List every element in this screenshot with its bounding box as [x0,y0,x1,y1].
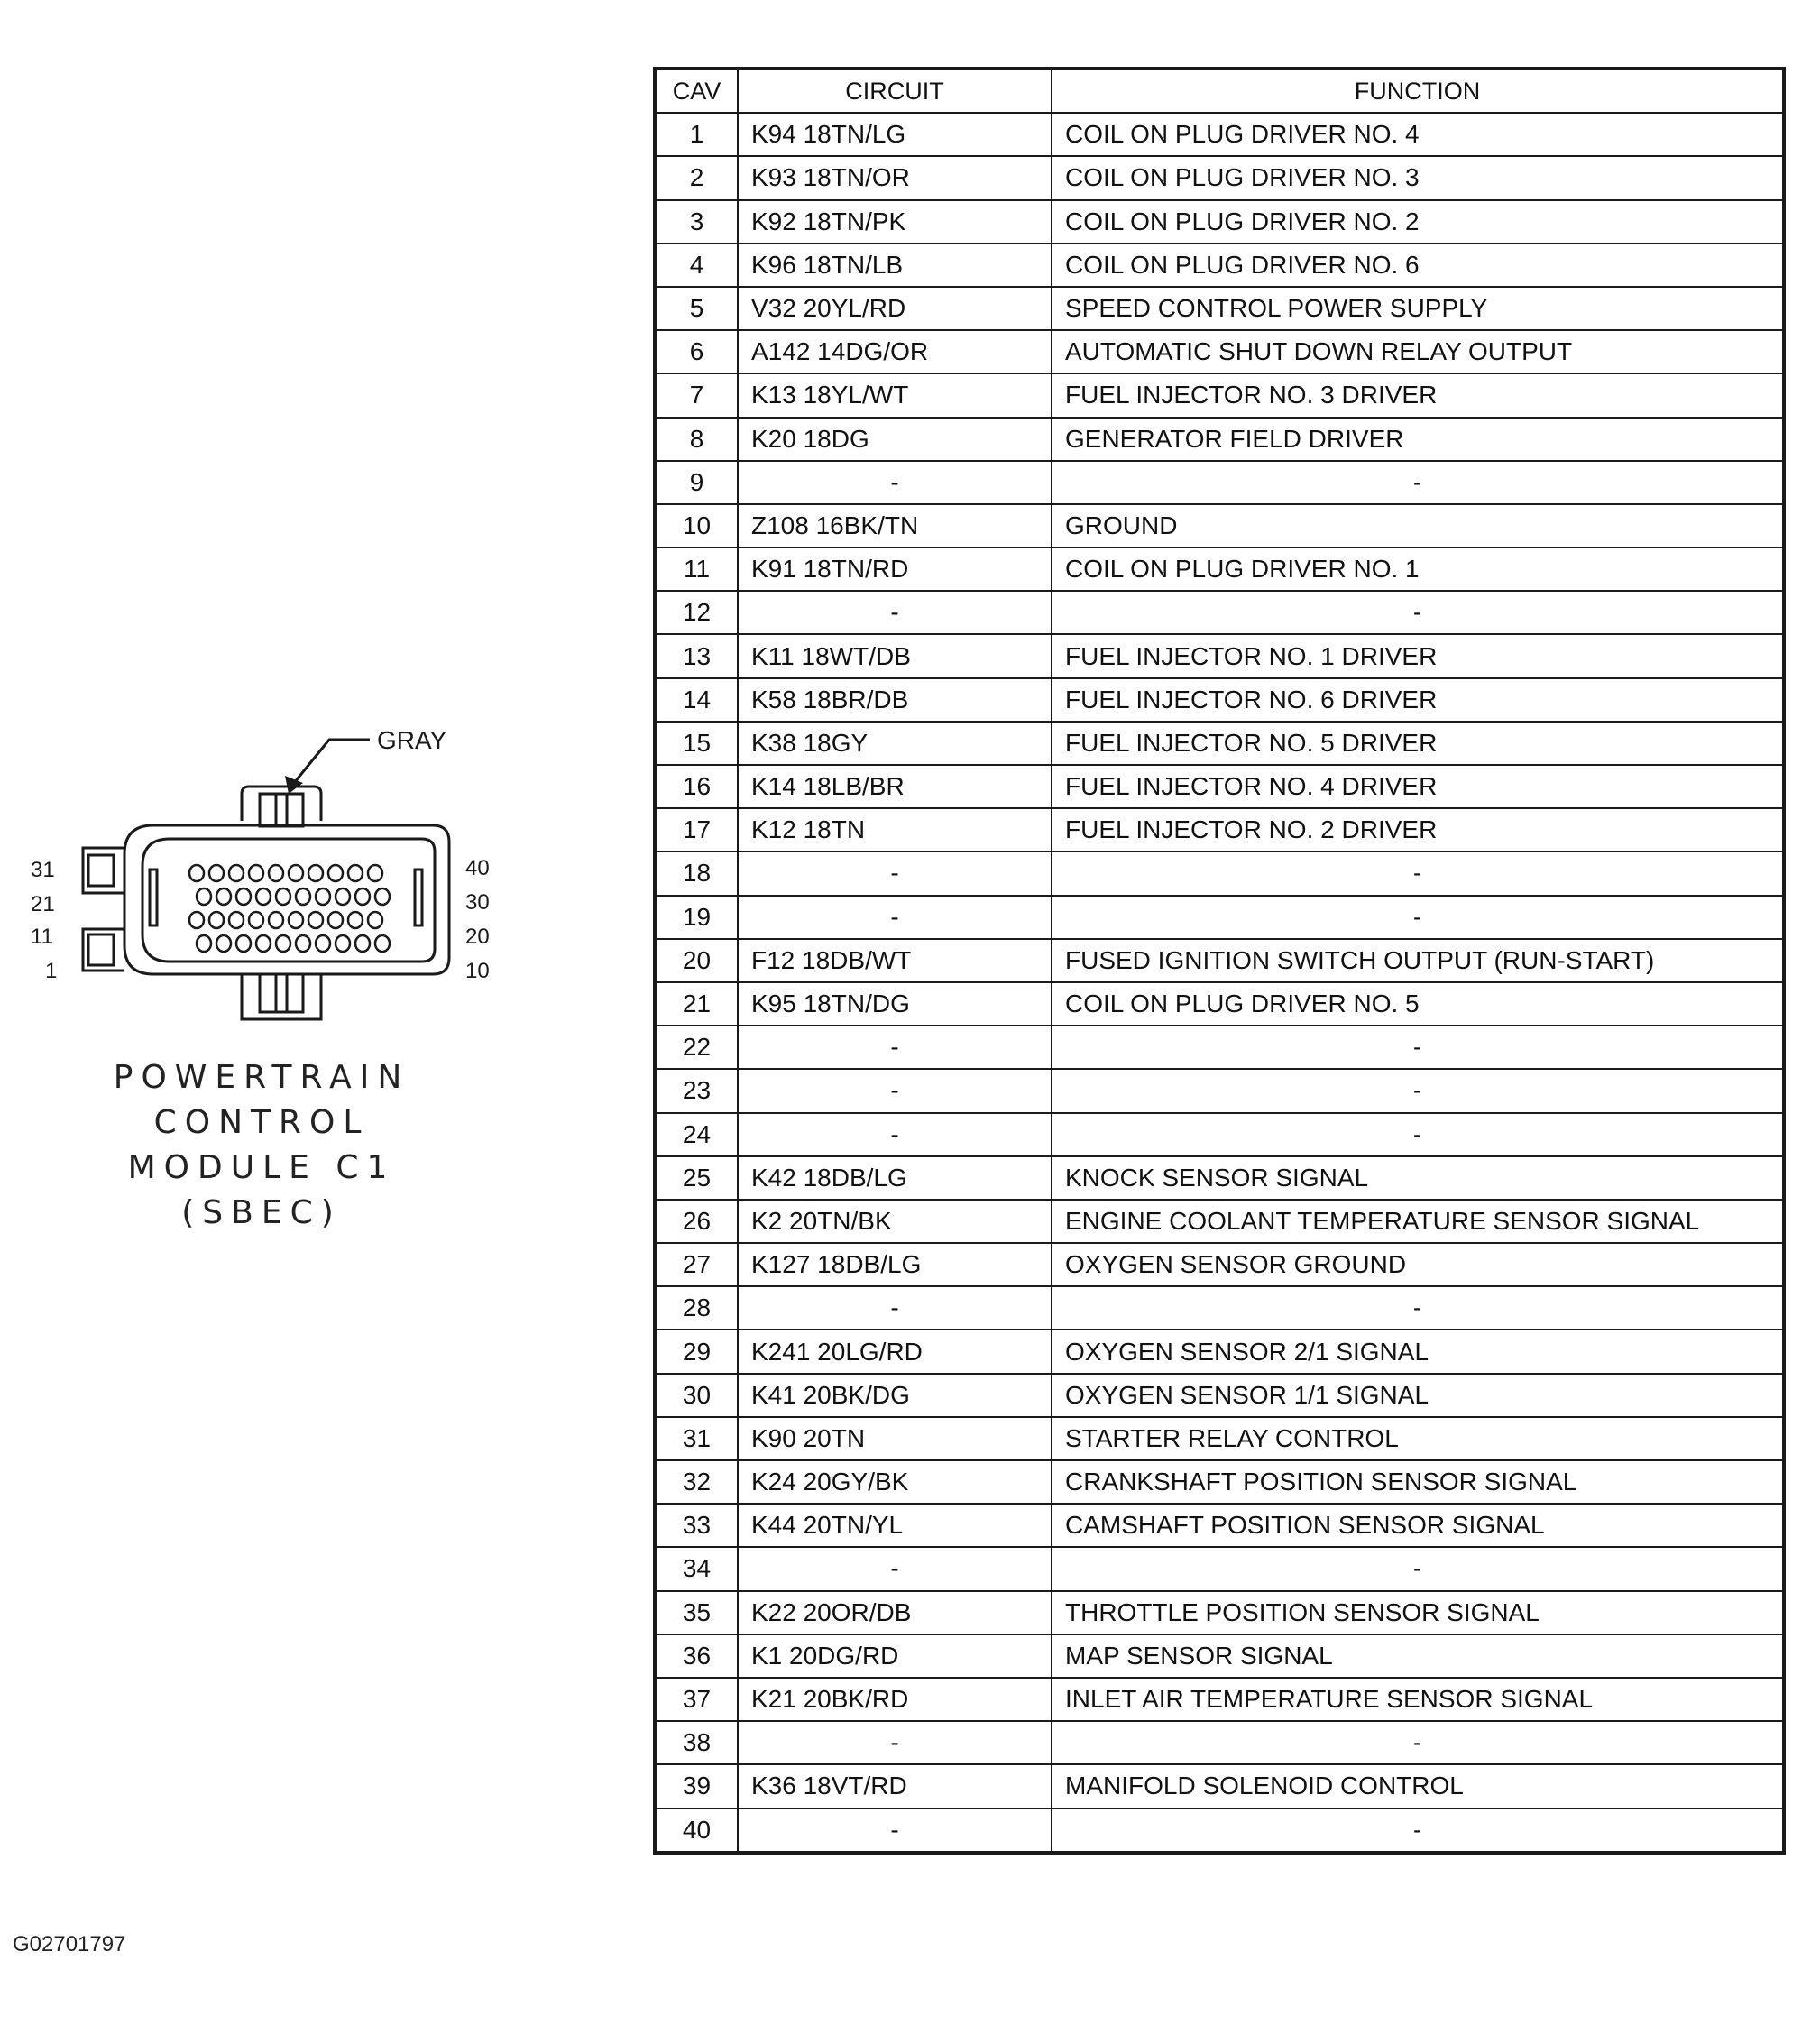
cell-circuit: - [738,1069,1052,1112]
table-row [655,548,1784,591]
pin-hole [328,912,343,928]
cell-function: GENERATOR FIELD DRIVER [1052,418,1784,461]
cell-circuit: F12 18DB/WT [738,939,1052,982]
table-row [655,1374,1784,1417]
cell-function: - [1052,1026,1784,1069]
cell-circuit: K14 18LB/BR [738,765,1052,808]
cell-cav: 26 [655,1200,738,1243]
cell-circuit: K13 18YL/WT [738,373,1052,417]
cell-circuit: K11 18WT/DB [738,634,1052,677]
pin-hole [276,935,290,952]
cell-cav: 1 [655,113,738,156]
cell-function: FUEL INJECTOR NO. 1 DRIVER [1052,634,1784,677]
cell-circuit: - [738,1286,1052,1330]
connector-diagram [18,704,523,1100]
cell-circuit: - [738,461,1052,504]
table-row [655,982,1784,1026]
pin-label-left-31: 31 [31,858,55,882]
pin-hole [269,865,283,881]
cell-function: FUEL INJECTOR NO. 5 DRIVER [1052,722,1784,765]
pin-hole [368,912,382,928]
cell-function: - [1052,1113,1784,1156]
cell-function: - [1052,1721,1784,1764]
pin-hole [216,935,231,952]
table-row [655,896,1784,939]
table-row [655,504,1784,548]
pin-hole [368,865,382,881]
table-row [655,244,1784,287]
pin-hole [236,888,251,905]
cell-function: FUEL INJECTOR NO. 3 DRIVER [1052,373,1784,417]
cell-cav: 8 [655,418,738,461]
pin-label-left-1: 1 [45,959,58,983]
cell-function: INLET AIR TEMPERATURE SENSOR SIGNAL [1052,1678,1784,1721]
table-row [655,591,1784,634]
header-cav: CAV [655,69,738,113]
table-row [655,1547,1784,1590]
cell-cav: 18 [655,851,738,895]
cell-circuit: K93 18TN/OR [738,156,1052,199]
cell-function: FUEL INJECTOR NO. 2 DRIVER [1052,808,1784,851]
cell-function: MANIFOLD SOLENOID CONTROL [1052,1764,1784,1808]
table-row [655,1026,1784,1069]
cell-circuit: - [738,1721,1052,1764]
pin-hole [229,912,244,928]
connector-caption [54,1055,469,1236]
cell-cav: 4 [655,244,738,287]
cell-circuit: K38 18GY [738,722,1052,765]
cell-circuit: K20 18DG [738,418,1052,461]
table-row [655,1417,1784,1460]
cell-function: FUSED IGNITION SWITCH OUTPUT (RUN-START) [1052,939,1784,982]
cell-function: OXYGEN SENSOR GROUND [1052,1243,1784,1286]
pin-label-right-40: 40 [465,856,490,880]
cell-circuit: K21 20BK/RD [738,1678,1052,1721]
pin-hole [336,935,350,952]
cell-cav: 7 [655,373,738,417]
table-header-row [655,69,1784,113]
cell-circuit: - [738,1547,1052,1590]
cell-cav: 38 [655,1721,738,1764]
cell-cav: 12 [655,591,738,634]
cell-circuit: - [738,591,1052,634]
cell-cav: 24 [655,1113,738,1156]
cell-function: - [1052,1069,1784,1112]
table-row [655,1504,1784,1547]
gray-arrow [294,740,370,783]
pin-hole [308,865,323,881]
cell-cav: 17 [655,808,738,851]
pin-hole [375,888,390,905]
cell-function: - [1052,461,1784,504]
pin-hole [328,865,343,881]
cell-function: FUEL INJECTOR NO. 6 DRIVER [1052,678,1784,722]
cell-function: FUEL INJECTOR NO. 4 DRIVER [1052,765,1784,808]
cell-cav: 9 [655,461,738,504]
cell-cav: 33 [655,1504,738,1547]
cell-cav: 35 [655,1591,738,1634]
table-row [655,287,1784,330]
cell-cav: 39 [655,1764,738,1808]
cell-circuit: K42 18DB/LG [738,1156,1052,1200]
pin-hole [209,912,224,928]
table-row [655,461,1784,504]
cell-circuit: - [738,1809,1052,1853]
table-row [655,1243,1784,1286]
cell-function: - [1052,896,1784,939]
cell-function: OXYGEN SENSOR 2/1 SIGNAL [1052,1330,1784,1373]
cell-circuit: A142 14DG/OR [738,330,1052,373]
cell-cav: 5 [655,287,738,330]
cell-cav: 22 [655,1026,738,1069]
cell-function: GROUND [1052,504,1784,548]
pin-hole [256,888,271,905]
cell-circuit: K1 20DG/RD [738,1634,1052,1678]
pin-hole [375,935,390,952]
pin-hole [348,912,363,928]
pin-hole [229,865,244,881]
cell-function: CAMSHAFT POSITION SENSOR SIGNAL [1052,1504,1784,1547]
table-row [655,1156,1784,1200]
pin-label-left-21: 21 [31,892,55,916]
caption-line-3: MODULE C1 [127,1149,396,1186]
right-slot [415,870,422,925]
cell-circuit: K24 20GY/BK [738,1460,1052,1504]
table-row [655,330,1784,373]
cell-circuit: - [738,896,1052,939]
pin-table [653,67,1786,1855]
pin-hole [249,912,263,928]
cell-function: - [1052,591,1784,634]
table-row [655,722,1784,765]
pin-hole [189,912,204,928]
pin-hole [189,865,204,881]
cell-cav: 27 [655,1243,738,1286]
cell-function: COIL ON PLUG DRIVER NO. 1 [1052,548,1784,591]
cell-cav: 13 [655,634,738,677]
arrow-head [285,776,303,794]
cell-cav: 25 [655,1156,738,1200]
pin-label-right-30: 30 [465,890,490,915]
pin-hole [308,912,323,928]
pin-hole [216,888,231,905]
table-row [655,373,1784,417]
cell-function: KNOCK SENSOR SIGNAL [1052,1156,1784,1200]
cell-cav: 20 [655,939,738,982]
table-row [655,1678,1784,1721]
table-row [655,939,1784,982]
cell-function: COIL ON PLUG DRIVER NO. 4 [1052,113,1784,156]
cell-circuit: K2 20TN/BK [738,1200,1052,1243]
cell-function: SPEED CONTROL POWER SUPPLY [1052,287,1784,330]
cell-cav: 15 [655,722,738,765]
pin-hole [249,865,263,881]
cell-circuit: K127 18DB/LG [738,1243,1052,1286]
cell-function: - [1052,1547,1784,1590]
cell-circuit: K41 20BK/DG [738,1374,1052,1417]
cell-circuit: K92 18TN/PK [738,200,1052,244]
pin-hole [348,865,363,881]
pin-hole [336,888,350,905]
table-row [655,1764,1784,1808]
cell-function: COIL ON PLUG DRIVER NO. 5 [1052,982,1784,1026]
pin-grid [189,865,390,952]
cell-cav: 11 [655,548,738,591]
cell-function: THROTTLE POSITION SENSOR SIGNAL [1052,1591,1784,1634]
cell-function: - [1052,851,1784,895]
cell-function: - [1052,1286,1784,1330]
figure-code: G02701797 [13,1932,126,1956]
pin-hole [209,865,224,881]
pin-hole [236,935,251,952]
pin-hole [276,888,290,905]
cell-circuit: - [738,851,1052,895]
caption-line-4: (SBEC) [181,1194,342,1231]
table-row [655,200,1784,244]
caption-line-2: CONTROL [153,1104,370,1141]
cell-circuit: - [738,1026,1052,1069]
table-row [655,113,1784,156]
cell-function: AUTOMATIC SHUT DOWN RELAY OUTPUT [1052,330,1784,373]
table-row [655,1721,1784,1764]
pin-hole [289,865,303,881]
cell-function: - [1052,1809,1784,1853]
cell-circuit: Z108 16BK/TN [738,504,1052,548]
cell-circuit: K12 18TN [738,808,1052,851]
pin-hole [316,935,330,952]
cell-cav: 37 [655,1678,738,1721]
table-row [655,1113,1784,1156]
cell-function: ENGINE COOLANT TEMPERATURE SENSOR SIGNAL [1052,1200,1784,1243]
cell-function: COIL ON PLUG DRIVER NO. 6 [1052,244,1784,287]
pin-label-right-10: 10 [465,959,490,983]
table-row [655,418,1784,461]
pin-hole [197,935,211,952]
header-circuit: CIRCUIT [738,69,1052,113]
pin-hole [256,935,271,952]
table-row [655,1330,1784,1373]
pin-hole [289,912,303,928]
table-row [655,634,1784,677]
cell-cav: 16 [655,765,738,808]
pin-hole [269,912,283,928]
top-latch-window [260,794,303,826]
pin-hole [355,888,370,905]
pin-label-right-20: 20 [465,925,490,949]
cell-function: COIL ON PLUG DRIVER NO. 3 [1052,156,1784,199]
left-slot [150,870,157,925]
cell-cav: 36 [655,1634,738,1678]
connector-color-label: GRAY [377,726,447,754]
pin-hole [316,888,330,905]
cell-cav: 40 [655,1809,738,1853]
cell-circuit: K241 20LG/RD [738,1330,1052,1373]
table-row [655,851,1784,895]
cell-circuit: K91 18TN/RD [738,548,1052,591]
cell-cav: 34 [655,1547,738,1590]
cell-cav: 21 [655,982,738,1026]
table-row [655,808,1784,851]
caption-line-1: POWERTRAIN [113,1059,410,1096]
cell-function: STARTER RELAY CONTROL [1052,1417,1784,1460]
cell-function: OXYGEN SENSOR 1/1 SIGNAL [1052,1374,1784,1417]
cell-cav: 23 [655,1069,738,1112]
table-row [655,765,1784,808]
table-row [655,1809,1784,1853]
cell-circuit: K22 20OR/DB [738,1591,1052,1634]
table-body [655,113,1784,1853]
cell-cav: 32 [655,1460,738,1504]
table-row [655,678,1784,722]
cell-function: MAP SENSOR SIGNAL [1052,1634,1784,1678]
cell-circuit: K44 20TN/YL [738,1504,1052,1547]
cell-circuit: V32 20YL/RD [738,287,1052,330]
cell-cav: 3 [655,200,738,244]
cell-circuit: K94 18TN/LG [738,113,1052,156]
top-latch [242,787,321,821]
pin-label-left-11: 11 [31,925,53,949]
cell-cav: 19 [655,896,738,939]
cell-cav: 29 [655,1330,738,1373]
cell-circuit: K58 18BR/DB [738,678,1052,722]
cell-cav: 6 [655,330,738,373]
cell-circuit: K96 18TN/LB [738,244,1052,287]
cell-cav: 28 [655,1286,738,1330]
cell-function: COIL ON PLUG DRIVER NO. 2 [1052,200,1784,244]
header-function: FUNCTION [1052,69,1784,113]
table-row [655,1591,1784,1634]
table-row [655,1069,1784,1112]
cell-cav: 10 [655,504,738,548]
table-row [655,1634,1784,1678]
cell-cav: 14 [655,678,738,722]
cell-circuit: K95 18TN/DG [738,982,1052,1026]
pin-hole [296,935,310,952]
pin-hole [296,888,310,905]
table-row [655,1286,1784,1330]
table-row [655,156,1784,199]
table-row [655,1200,1784,1243]
cell-cav: 30 [655,1374,738,1417]
pin-hole [355,935,370,952]
cell-function: CRANKSHAFT POSITION SENSOR SIGNAL [1052,1460,1784,1504]
cell-circuit: K36 18VT/RD [738,1764,1052,1808]
pin-hole [197,888,211,905]
cell-circuit: K90 20TN [738,1417,1052,1460]
cell-circuit: - [738,1113,1052,1156]
cell-cav: 2 [655,156,738,199]
cell-cav: 31 [655,1417,738,1460]
table-row [655,1460,1784,1504]
